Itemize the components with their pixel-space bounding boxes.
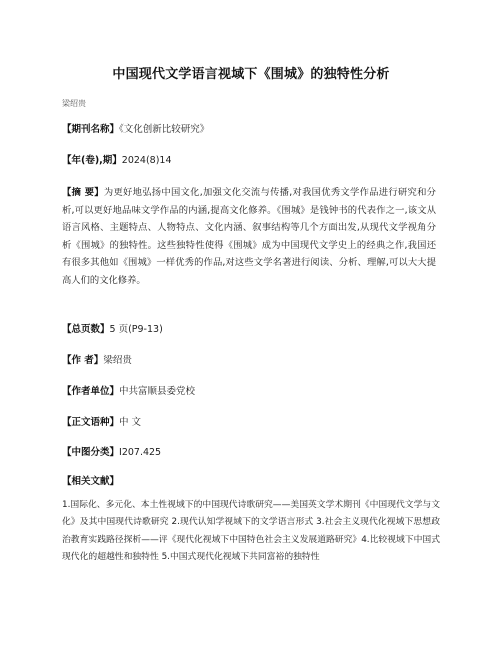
pages-field bbox=[62, 321, 440, 338]
language-field bbox=[62, 414, 440, 431]
references-list: 1.国际化、多元化、本土性视域下的中国现代诗歌研究——美国英文学术期刊《中国现代文学与文化》及其中国现代诗歌研究 2.现代认知学视域下的文学语言形式 3.社会主义现代化视域下思想政治教育实践路径探析——评《现代化视域下中国特色社会主义发展道路研究》4.比较视域下中国式现代化的超越性和独特性 5.中国式现代化视域下共同富裕的独特性 bbox=[62, 500, 440, 563]
authors-value: 梁绍贵 bbox=[103, 355, 132, 366]
language-value: 中 文 bbox=[119, 417, 142, 428]
affiliation-value: 中共富顺县委党校 bbox=[119, 386, 196, 397]
journal-value: 《文化创新比较研究》 bbox=[119, 124, 210, 135]
related-label: 【相关文献】 bbox=[62, 476, 120, 487]
affiliation-label: 【作者单位】 bbox=[62, 386, 120, 397]
author-name: 梁绍贵 bbox=[62, 99, 86, 108]
year-issue-label: 【年(卷),期】 bbox=[62, 155, 122, 166]
abstract-text: 为更好地弘扬中国文化,加强文化交流与传播,对我国优秀文学作品进行研究和分析,可以更好地品味文学作品的内涵,提高文化修养。《围城》是钱钟书的代表作之一,该文从语言风格、主题特点、人物特点、文化内涵、叙事结构等几个方面出发,从现代文学视角分析《围城》的独特性。这些独特性使得《围城》成为中国现代文学史上的经典之作,我国还有很多其他如《围城》一样优秀的作品,对这些文学名著进行阅读、分析、理解,可以大大提高人们的文化修养。 bbox=[62, 187, 436, 286]
language-label: 【正文语种】 bbox=[62, 417, 120, 428]
pages-value: 5 页(P9-13) bbox=[109, 324, 163, 335]
document-title: 中国现代文学语言视域下《围城》的独特性分析 bbox=[112, 67, 390, 82]
journal-label: 【期刊名称】 bbox=[62, 124, 120, 135]
year-issue-value: 2024(8)14 bbox=[121, 155, 172, 166]
authors-label: 【作 者】 bbox=[62, 355, 104, 366]
abstract-label: 【摘 要】 bbox=[62, 187, 104, 198]
pages-label: 【总页数】 bbox=[62, 324, 110, 335]
authors-field bbox=[62, 352, 440, 369]
journal-field bbox=[62, 121, 440, 138]
affiliation-field bbox=[62, 383, 440, 400]
classification-label: 【中图分类】 bbox=[62, 447, 120, 458]
year-issue-field bbox=[62, 152, 440, 169]
classification-value: I207.425 bbox=[119, 447, 162, 458]
related-field bbox=[62, 473, 440, 490]
classification-field bbox=[62, 444, 440, 461]
abstract-field bbox=[62, 184, 436, 290]
